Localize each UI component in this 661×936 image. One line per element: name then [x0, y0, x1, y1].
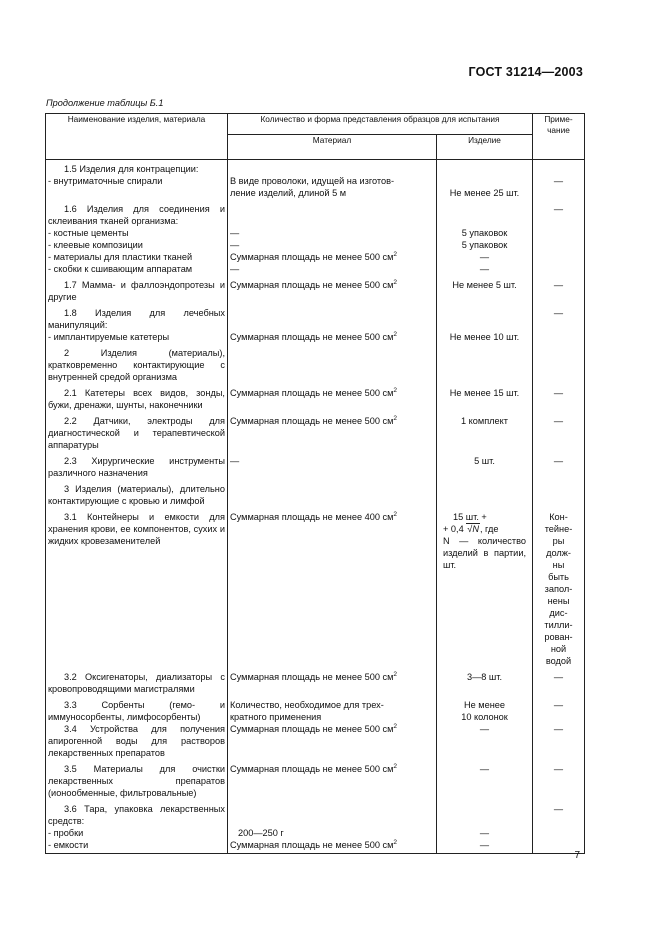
- row-name: 2.2 Датчики, электроды для диагностической и терапевтической аппаратуры: [46, 411, 228, 451]
- col-header-product: Изделие: [437, 135, 533, 160]
- table-row: [46, 411, 585, 451]
- row-note: —: [533, 723, 585, 759]
- row-product: —: [437, 723, 533, 759]
- table-row: [46, 251, 585, 263]
- table-row: [46, 695, 585, 723]
- row-note: —: [533, 759, 585, 799]
- row-note: —: [533, 799, 585, 827]
- table-row: [46, 799, 585, 827]
- table-row: [46, 759, 585, 799]
- row-name: 3.2 Оксигенаторы, диализаторы с кровопроводящими магистралями: [46, 667, 228, 695]
- row-product: Не менее 25 шт.: [437, 175, 533, 199]
- row-name: 3.5 Материалы для очистки лекарственных препаратов (ионообменные, фильтровальные): [46, 759, 228, 799]
- specimen-table: [45, 113, 585, 854]
- row-name: 3.4 Устройства для получения апирогенной воды для растворов лекарственных препаратов: [46, 723, 228, 759]
- row-name: - пробки: [46, 827, 228, 839]
- row-product: Не менее 5 шт.: [437, 275, 533, 303]
- table-row: [46, 331, 585, 343]
- row-product: 15 шт. + + 0,4 √N, где N — количество изделий в партии, шт.: [437, 507, 533, 667]
- table-row: [46, 839, 585, 854]
- row-name: 3.3 Сорбенты (гемо- и иммуносорбенты, лимфосорбенты): [46, 695, 228, 723]
- row-product: Не менее 15 шт.: [437, 383, 533, 411]
- row-note: —: [533, 275, 585, 303]
- row-material: Суммарная площадь не менее 400 $см^2$: [228, 507, 437, 667]
- row-material: Суммарная площадь не менее 500 $см^2$: [228, 275, 437, 303]
- col-header-group: Количество и форма представления образцов для испытания: [228, 114, 533, 135]
- row-name: 3 Изделия (материалы), длительно контактирующие с кровью и лимфой: [46, 479, 228, 507]
- row-note: —: [533, 175, 585, 199]
- table-row: [46, 667, 585, 695]
- row-name: 1.7 Маммa- и фаллоэндопротезы и другие: [46, 275, 228, 303]
- table-row: [46, 451, 585, 479]
- row-material: —: [228, 451, 437, 479]
- row-name: - клеевые композиции: [46, 239, 228, 251]
- row-name: 3.1 Контейнеры и емкости для хранения крови, ее компонентов, сухих и жидких кровезаменителей: [46, 507, 228, 667]
- table-row: [46, 343, 585, 383]
- row-note: —: [533, 411, 585, 451]
- table-row: [46, 175, 585, 199]
- row-material: Суммарная площадь не менее 500 $см^2$: [228, 251, 437, 263]
- row-name: 1.8 Изделия для лечебных манипуляций:: [46, 303, 228, 331]
- row-note: —: [533, 695, 585, 723]
- row-material: Суммарная площадь не менее 500 $см^2$: [228, 839, 437, 854]
- row-name: - костные цементы: [46, 227, 228, 239]
- row-material: Суммарная площадь не менее 500 $см^2$: [228, 667, 437, 695]
- row-name: - материалы для пластики тканей: [46, 251, 228, 263]
- row-product: —: [437, 263, 533, 275]
- row-name: 2.1 Катетеры всех видов, зонды, бужи, дренажи, шунты, наконечники: [46, 383, 228, 411]
- row-name: 2 Изделия (материалы), кратковременно контактирующие с внутренней средой организма: [46, 343, 228, 383]
- row-product: —: [437, 251, 533, 263]
- row-product: Не менее 10 колонок: [437, 695, 533, 723]
- row-note: —: [533, 199, 585, 227]
- row-material: —: [228, 239, 437, 251]
- row-material: —: [228, 263, 437, 275]
- row-material: Суммарная площадь не менее 500 $см^2$: [228, 331, 437, 343]
- page-number: 7: [574, 850, 580, 861]
- standard-code: ГОСТ 31214—2003: [468, 65, 583, 79]
- row-product: 5 упаковок: [437, 239, 533, 251]
- row-name: 1.6 Изделия для соединения и склеивания тканей организма:: [46, 199, 228, 227]
- table-row: [46, 275, 585, 303]
- row-material: Суммарная площадь не менее 500 $см^2$: [228, 723, 437, 759]
- row-product: 5 упаковок: [437, 227, 533, 239]
- table-row: [46, 227, 585, 239]
- col-header-name: Наименование изделия, материала: [46, 114, 228, 160]
- row-material: Количество, необходимое для трех- кратного применения: [228, 695, 437, 723]
- row-note: —: [533, 667, 585, 695]
- row-product: 5 шт.: [437, 451, 533, 479]
- table-row: [46, 239, 585, 251]
- table-row: [46, 479, 585, 507]
- row-material: Суммарная площадь не менее 500 $см^2$: [228, 383, 437, 411]
- col-header-note: Приме- чание: [533, 114, 585, 160]
- row-material: —: [228, 227, 437, 239]
- table-row: [46, 160, 585, 176]
- row-note: Кон- тейне- ры долж- ны быть запол- нены дис- тилли- рован- ной водой: [533, 507, 585, 667]
- table-row: [46, 263, 585, 275]
- table-row: [46, 723, 585, 759]
- row-name: - внутриматочные спирали: [46, 175, 228, 199]
- row-material: 200—250 г: [228, 827, 437, 839]
- row-product: 1 комплект: [437, 411, 533, 451]
- row-name: 2.3 Хирургические инструменты различного назначения: [46, 451, 228, 479]
- row-name: - емкости: [46, 839, 228, 854]
- table-row: [46, 199, 585, 227]
- row-product: —: [437, 839, 533, 854]
- row-product: —: [437, 759, 533, 799]
- row-product: —: [437, 827, 533, 839]
- col-header-material: Материал: [228, 135, 437, 160]
- table-row: [46, 827, 585, 839]
- row-product: Не менее 10 шт.: [437, 331, 533, 343]
- row-product: 3—8 шт.: [437, 667, 533, 695]
- table-row: [46, 303, 585, 331]
- table-row: [46, 383, 585, 411]
- row-name: 1.5 Изделия для контрацепции:: [46, 160, 228, 176]
- row-name: - скобки к сшивающим аппаратам: [46, 263, 228, 275]
- row-name: - имплантируемые катетеры: [46, 331, 228, 343]
- row-note: —: [533, 303, 585, 331]
- row-note: —: [533, 383, 585, 411]
- table-row: [46, 507, 585, 667]
- row-note: —: [533, 451, 585, 479]
- row-material: В виде проволоки, идущей на изготов- ление изделий, длиной 5 м: [228, 175, 437, 199]
- table-continuation-caption: Продолжение таблицы Б.1: [46, 98, 164, 108]
- row-name: 3.6 Тара, упаковка лекарственных средств:: [46, 799, 228, 827]
- row-material: Суммарная площадь не менее 500 $см^2$: [228, 411, 437, 451]
- row-material: Суммарная площадь не менее 500 $см^2$: [228, 759, 437, 799]
